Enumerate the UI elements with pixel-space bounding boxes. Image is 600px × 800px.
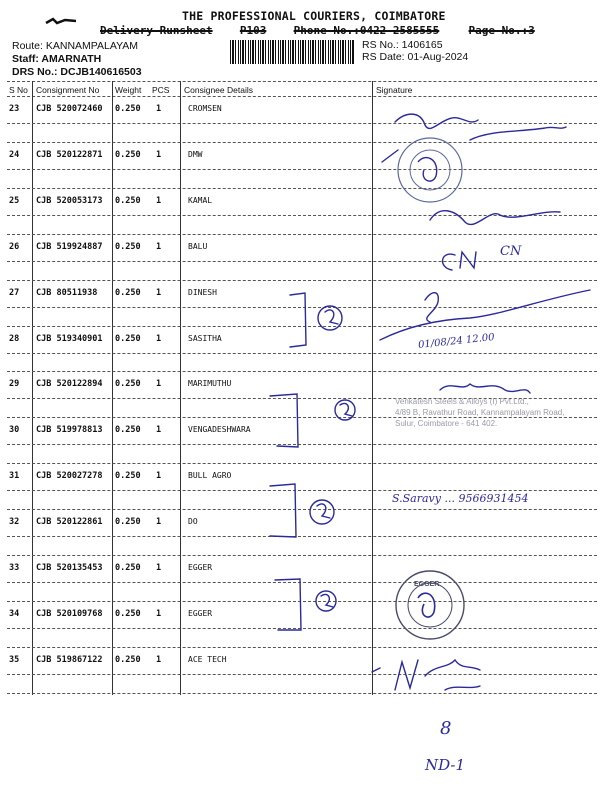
row-consignee: CROMSEN: [188, 104, 222, 113]
row-consignee: VENGADESHWARA: [188, 425, 251, 435]
row-sno: 26: [9, 241, 20, 252]
row-sno: 28: [9, 333, 20, 344]
row-consignment-no: CJB 520109768: [36, 608, 103, 619]
row-weight: 0.250: [115, 379, 141, 390]
row-pcs: 1: [156, 654, 162, 665]
signature-stroke: [430, 211, 560, 225]
handwritten-cn: [443, 252, 476, 270]
row-consignment-no: CJB 520027278: [36, 471, 103, 482]
row-consignee: KAMAL: [188, 195, 213, 205]
row-sno: 32: [9, 517, 20, 528]
row-consignment-no: CJB 520122894: [36, 379, 103, 390]
row-consignment-no: CJB 519340901: [36, 333, 103, 344]
row-consignment-no: CJB 80511938: [36, 287, 98, 298]
handwritten-bracket: [270, 394, 298, 447]
row-weight: 0.250: [115, 517, 141, 528]
row-sno: 33: [9, 563, 20, 573]
row-consignee: DMW: [188, 149, 203, 159]
signature-stroke: [372, 668, 380, 672]
signature-stroke: [395, 660, 480, 690]
row-pcs: 1: [156, 517, 162, 528]
handwritten-bracket: [275, 579, 301, 630]
row-consignee: BALU: [188, 241, 208, 251]
drs-number: DRS No.: DCJB140616503: [12, 66, 142, 78]
company-title: THE PROFESSIONAL COURIERS, COIMBATORE: [182, 9, 446, 23]
rs-date: RS Date: 01-Aug-2024: [362, 51, 469, 63]
row-sno: 25: [9, 195, 20, 206]
row-consignment-no: CJB 520122871: [36, 149, 103, 160]
signature-stroke: [382, 150, 398, 162]
header-signature: Signature: [376, 85, 413, 95]
signature-stroke: [425, 293, 438, 322]
row-weight: 0.250: [115, 608, 141, 619]
row-consignment-no: CJB 520122861: [36, 517, 103, 528]
row-sno: 34: [9, 608, 20, 619]
company-stamp: [395, 396, 564, 429]
handwritten-count: 8: [440, 718, 452, 739]
handwritten-phone-note: S.Saravy ... 9566931454: [392, 492, 529, 505]
row-consignment-no: CJB 520072460: [36, 104, 103, 114]
route-code: P103: [239, 24, 267, 37]
row-pcs: 1: [156, 379, 162, 390]
handwritten-two: [317, 504, 330, 518]
row-weight: 0.250: [115, 471, 141, 482]
route-label: Route: KANNAMPALAYAM: [12, 40, 139, 52]
row-weight: 0.250: [115, 195, 141, 206]
handwritten-bracket: [290, 293, 306, 347]
row-pcs: 1: [156, 241, 162, 252]
signature-stroke: [440, 384, 530, 393]
row-pcs: 1: [156, 287, 162, 298]
row-consignment-no: CJB 519867122: [36, 654, 103, 665]
row-pcs: 1: [156, 104, 162, 114]
header-weight: Weight: [115, 85, 142, 95]
row-pcs: 1: [156, 608, 162, 619]
row-weight: 0.250: [115, 333, 141, 344]
row-consignment-no: CJB 520135453: [36, 563, 103, 573]
egger-stamp-text: EGGER: [414, 581, 440, 588]
stamp-line: Venkatesh Steels & Alloys (I) Pvt.Ltd.,: [395, 397, 529, 406]
row-pcs: 1: [156, 149, 162, 160]
handwritten-cn-text: CN: [500, 244, 522, 259]
row-consignee: EGGER: [188, 608, 213, 618]
signature-stroke: [445, 686, 480, 690]
row-sno: 24: [9, 149, 20, 160]
row-pcs: 1: [156, 563, 162, 573]
row-consignment-no: CJB 520053173: [36, 195, 103, 206]
handwritten-two: [325, 310, 338, 324]
row-consignee: DINESH: [188, 287, 217, 297]
phone-number: Phone No.:0422 2585555: [293, 24, 440, 37]
runsheet-title: Delivery Runsheet: [100, 24, 213, 37]
row-consignee: ACE TECH: [188, 654, 227, 664]
handwritten-date-note: 01/08/24 12.00: [417, 332, 496, 351]
row-pcs: 1: [156, 425, 162, 436]
row-sno: 27: [9, 287, 20, 298]
row-consignment-no: CJB 519924887: [36, 241, 103, 252]
row-consignment-no: CJB 519978813: [36, 425, 103, 436]
row-sno: 31: [9, 471, 20, 482]
handwritten-two: [321, 594, 333, 607]
row-pcs: 1: [156, 333, 162, 344]
row-pcs: 1: [156, 471, 162, 482]
row-consignee: SASITHA: [188, 333, 222, 343]
page-number: Page No.:3: [468, 24, 535, 37]
row-consignee: MARIMUTHU: [188, 379, 232, 389]
row-pcs: 1: [156, 195, 162, 206]
row-weight: 0.250: [115, 425, 141, 436]
stamp-line: 4/89 B, Ravathur Road, Kannampalayam Road,: [395, 408, 565, 417]
row-consignee: DO: [188, 517, 198, 527]
header-sno: S No: [9, 85, 28, 95]
stamp-line: Sulur, Coimbatore - 641 402.: [395, 419, 498, 428]
round-stamp-icon: [398, 138, 462, 202]
row-weight: 0.250: [115, 654, 141, 665]
staff-label: Staff: AMARNATH: [12, 53, 102, 65]
row-consignee: BULL AGRO: [188, 471, 232, 481]
row-sno: 30: [9, 425, 20, 436]
row-consignee: EGGER: [188, 563, 213, 572]
row-weight: 0.250: [115, 149, 141, 160]
header-consignee: Consignee Details: [184, 85, 253, 95]
handwritten-bracket: [270, 484, 296, 537]
header-consignment: Consignment No: [36, 85, 100, 95]
row-weight: 0.250: [115, 287, 141, 298]
row-weight: 0.250: [115, 241, 141, 252]
handwritten-note: ND-1: [425, 756, 466, 774]
signature-stroke: [395, 114, 478, 128]
header-pcs: PCS: [152, 85, 170, 95]
row-sno: 23: [9, 104, 20, 114]
signature-stroke: [470, 127, 566, 140]
row-sno: 35: [9, 654, 20, 665]
handwritten-two: [340, 403, 352, 416]
row-sno: 29: [9, 379, 20, 390]
rs-number: RS No.: 1406165: [362, 39, 443, 51]
row-weight: 0.250: [115, 104, 141, 114]
row-weight: 0.250: [115, 563, 141, 573]
